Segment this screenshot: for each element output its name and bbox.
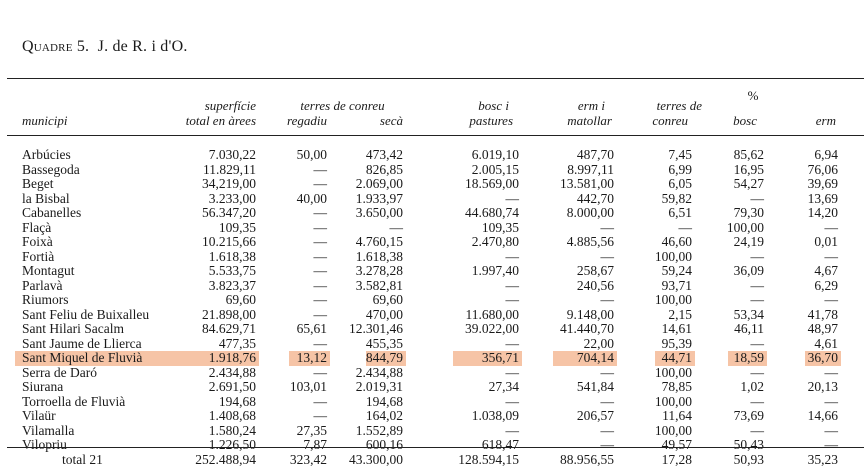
cell-pct-bosc: — — [751, 279, 765, 294]
cell-superficie: 11.829,11 — [203, 163, 256, 178]
cell-superficie: 21.898,00 — [202, 308, 256, 323]
cell-municipi: Vilamalla — [22, 424, 74, 439]
cell-regadiu: — — [314, 409, 328, 424]
cell-regadiu: — — [314, 366, 328, 381]
cell-superficie: 2.691,50 — [209, 380, 256, 395]
cell-erm-matollar: 541,84 — [577, 380, 614, 395]
cell-regadiu: — — [314, 163, 328, 178]
cell-pct-erm: 76,06 — [808, 163, 838, 178]
cell-seca: 826,85 — [366, 163, 403, 178]
cell-pct-bosc: 50,43 — [734, 438, 764, 453]
cell-seca: — — [390, 221, 404, 236]
cell-erm-matollar: 4.885,56 — [567, 235, 614, 250]
cell-municipi: Bassegoda — [22, 163, 80, 178]
cell-pct-erm: — — [825, 293, 839, 308]
cell-pct-terres: 44,71 — [662, 351, 692, 366]
cell-superficie: 5.533,75 — [209, 264, 256, 279]
cell-municipi: Sant Miquel de Fluvià — [22, 351, 142, 366]
cell-seca: 164,02 — [366, 409, 403, 424]
cell-superficie: 477,35 — [219, 337, 256, 352]
cell-superficie: 1.226,50 — [209, 438, 256, 453]
cell-bosc-pastures: 618,47 — [482, 438, 519, 453]
table-row — [0, 192, 868, 207]
cell-pct-terres: 100,00 — [655, 424, 692, 439]
cell-municipi: Fortià — [22, 250, 54, 265]
cell-bosc-pastures: 1.997,40 — [472, 264, 519, 279]
table-author: J. de R. i d'O. — [98, 38, 188, 55]
cell-regadiu: — — [314, 206, 328, 221]
cell-superficie: 1.618,38 — [209, 250, 256, 265]
total-row — [0, 453, 868, 467]
cell-pct-erm: 6,94 — [814, 148, 838, 163]
cell-seca: 3.582,81 — [356, 279, 403, 294]
cell-bosc-pastures: 39.022,00 — [465, 322, 519, 337]
cell-bosc-pastures: 6.019,10 — [472, 148, 519, 163]
cell-seca: 3.278,28 — [356, 264, 403, 279]
cell-bosc-pastures: 1.038,09 — [472, 409, 519, 424]
cell-pct-erm: 6,29 — [814, 279, 838, 294]
header-percent: % — [738, 89, 768, 102]
cell-seca: 69,60 — [373, 293, 403, 308]
cell-seca: 194,68 — [366, 395, 403, 410]
cell-pct-bosc: 18,59 — [734, 351, 764, 366]
top-rule — [7, 78, 864, 79]
cell-bosc-pastures: — — [506, 279, 520, 294]
cell-regadiu: — — [314, 221, 328, 236]
cell-pct-terres: 100,00 — [655, 250, 692, 265]
cell-superficie: 252.488,94 — [195, 453, 256, 467]
cell-erm-matollar: — — [601, 293, 615, 308]
cell-pct-erm: 13,69 — [808, 192, 838, 207]
cell-municipi: Montagut — [22, 264, 75, 279]
cell-erm-matollar: 442,70 — [577, 192, 614, 207]
cell-seca: 2.069,00 — [356, 177, 403, 192]
cell-seca: 12.301,46 — [349, 322, 403, 337]
cell-pct-erm: — — [825, 366, 839, 381]
cell-municipi: Arbúcies — [22, 148, 71, 163]
cell-pct-bosc: 50,93 — [734, 453, 764, 467]
cell-municipi: Siurana — [22, 380, 63, 395]
cell-seca: 3.650,00 — [356, 206, 403, 221]
cell-superficie: 84.629,71 — [202, 322, 256, 337]
cell-pct-erm: 20,13 — [808, 380, 838, 395]
table-row — [0, 438, 868, 453]
cell-pct-bosc: — — [751, 192, 765, 207]
cell-erm-matollar: 487,70 — [577, 148, 614, 163]
cell-regadiu: 40,00 — [297, 192, 327, 207]
cell-pct-terres: 46,60 — [662, 235, 692, 250]
header-tc-2: conreu — [630, 114, 688, 127]
cell-pct-terres: 93,71 — [662, 279, 692, 294]
cell-municipi: Serra de Daró — [22, 366, 97, 381]
cell-erm-matollar: — — [601, 366, 615, 381]
cell-superficie: 2.434,88 — [209, 366, 256, 381]
cell-seca: 470,00 — [366, 308, 403, 323]
cell-erm-matollar: 9.148,00 — [567, 308, 614, 323]
cell-erm-matollar: 22,00 — [584, 337, 614, 352]
header-erm: erm — [790, 114, 836, 127]
cell-pct-bosc: 53,34 — [734, 308, 764, 323]
cell-superficie: 34,219,00 — [202, 177, 256, 192]
table-row — [0, 409, 868, 424]
table-row — [0, 424, 868, 439]
cell-regadiu: 13,12 — [297, 351, 327, 366]
table-row — [0, 293, 868, 308]
bottom-rule — [7, 447, 864, 448]
header-superficie-2: total en àrees — [140, 114, 256, 127]
cell-pct-erm: — — [825, 438, 839, 453]
cell-pct-terres: 11,64 — [662, 409, 692, 424]
cell-regadiu: 103,01 — [290, 380, 327, 395]
cell-pct-bosc: — — [751, 366, 765, 381]
cell-regadiu: — — [314, 177, 328, 192]
cell-pct-erm: 14,66 — [808, 409, 838, 424]
cell-seca: 43.300,00 — [349, 453, 403, 467]
cell-regadiu: 323,42 — [290, 453, 327, 467]
cell-pct-terres: 49,57 — [662, 438, 692, 453]
cell-pct-bosc: — — [751, 337, 765, 352]
cell-municipi: Vilaür — [22, 409, 56, 424]
cell-seca: 1.552,89 — [356, 424, 403, 439]
cell-bosc-pastures: — — [506, 250, 520, 265]
cell-pct-erm: 4,67 — [814, 264, 838, 279]
cell-bosc-pastures: 18.569,00 — [465, 177, 519, 192]
cell-erm-matollar: 8.000,00 — [567, 206, 614, 221]
cell-regadiu: — — [314, 337, 328, 352]
cell-regadiu: 27,35 — [297, 424, 327, 439]
cell-regadiu: — — [314, 293, 328, 308]
cell-regadiu: — — [314, 250, 328, 265]
table-row — [0, 322, 868, 337]
header-rule — [7, 135, 864, 136]
cell-bosc-pastures: 2.470,80 — [472, 235, 519, 250]
cell-erm-matollar: — — [601, 424, 615, 439]
cell-pct-terres: 17,28 — [662, 453, 692, 467]
cell-pct-erm: — — [825, 221, 839, 236]
cell-pct-erm: 35,23 — [808, 453, 838, 467]
header-regadiu: regadiu — [270, 114, 327, 127]
header-bosc: bosc — [700, 114, 757, 127]
table-row — [0, 264, 868, 279]
cell-seca: 844,79 — [366, 351, 403, 366]
cell-erm-matollar: — — [601, 221, 615, 236]
cell-pct-bosc: 79,30 — [734, 206, 764, 221]
cell-municipi: Sant Jaume de Llierca — [22, 337, 142, 352]
cell-seca: 600,16 — [366, 438, 403, 453]
cell-erm-matollar: 88.956,55 — [560, 453, 614, 467]
cell-municipi: Foixà — [22, 235, 53, 250]
cell-seca: 2.019,31 — [356, 380, 403, 395]
cell-superficie: 3.233,00 — [209, 192, 256, 207]
header-municipi: municipi — [22, 114, 68, 127]
cell-bosc-pastures: 27,34 — [489, 380, 519, 395]
cell-superficie: 1.580,24 — [209, 424, 256, 439]
cell-pct-erm: 48,97 — [808, 322, 838, 337]
table-row — [0, 351, 868, 366]
cell-municipi: Cabanelles — [22, 206, 81, 221]
cell-municipi: Torroella de Fluvià — [22, 395, 125, 410]
cell-pct-bosc: 1,02 — [740, 380, 764, 395]
cell-pct-bosc: 85,62 — [734, 148, 764, 163]
table-row — [0, 177, 868, 192]
cell-pct-erm: 4,61 — [814, 337, 838, 352]
header-erm-1: erm i — [520, 99, 605, 112]
cell-superficie: 109,35 — [219, 221, 256, 236]
cell-superficie: 69,60 — [226, 293, 256, 308]
cell-seca: 2.434,88 — [356, 366, 403, 381]
cell-pct-erm: 36,70 — [808, 351, 838, 366]
table-row — [0, 395, 868, 410]
cell-bosc-pastures: — — [506, 293, 520, 308]
table-row — [0, 221, 868, 236]
cell-pct-bosc: — — [751, 395, 765, 410]
cell-erm-matollar: — — [601, 395, 615, 410]
cell-erm-matollar: 13.581,00 — [560, 177, 614, 192]
cell-pct-bosc: 46,11 — [734, 322, 764, 337]
cell-erm-matollar: 41.440,70 — [560, 322, 614, 337]
header-erm-2: matollar — [520, 114, 612, 127]
table-row — [0, 206, 868, 221]
cell-regadiu: — — [314, 264, 328, 279]
cell-erm-matollar: — — [601, 250, 615, 265]
table-row — [0, 148, 868, 163]
header-superficie-1: superfície — [150, 99, 256, 112]
cell-pct-erm: — — [825, 250, 839, 265]
cell-bosc-pastures: — — [506, 366, 520, 381]
cell-pct-terres: 59,24 — [662, 264, 692, 279]
cell-bosc-pastures: — — [506, 424, 520, 439]
cell-bosc-pastures: 128.594,15 — [458, 453, 519, 467]
table-row — [0, 366, 868, 381]
cell-pct-terres: 95,39 — [662, 337, 692, 352]
cell-regadiu: 7,87 — [303, 438, 327, 453]
cell-pct-terres: 6,51 — [668, 206, 692, 221]
table-row — [0, 235, 868, 250]
table-row — [0, 250, 868, 265]
cell-bosc-pastures: 109,35 — [482, 221, 519, 236]
cell-pct-erm: — — [825, 395, 839, 410]
cell-municipi: Riumors — [22, 293, 69, 308]
header-bosc-1: bosc i — [420, 99, 509, 112]
cell-seca: 455,35 — [366, 337, 403, 352]
cell-seca: 473,42 — [366, 148, 403, 163]
cell-pct-terres: — — [679, 221, 693, 236]
cell-pct-bosc: 100,00 — [727, 221, 764, 236]
cell-bosc-pastures: 2.005,15 — [472, 163, 519, 178]
cell-bosc-pastures: — — [506, 395, 520, 410]
cell-erm-matollar: — — [601, 438, 615, 453]
cell-regadiu: — — [314, 279, 328, 294]
cell-pct-terres: 14,61 — [662, 322, 692, 337]
header-terres-de-conreu: terres de conreu — [280, 99, 405, 112]
cell-erm-matollar: 258,67 — [577, 264, 614, 279]
cell-pct-terres: 100,00 — [655, 395, 692, 410]
cell-municipi: Sant Hilari Sacalm — [22, 322, 124, 337]
cell-municipi: Flaçà — [22, 221, 51, 236]
cell-municipi: Beget — [22, 177, 54, 192]
cell-pct-erm: — — [825, 424, 839, 439]
cell-regadiu: 65,61 — [297, 322, 327, 337]
cell-pct-erm: 14,20 — [808, 206, 838, 221]
cell-bosc-pastures: 44.680,74 — [465, 206, 519, 221]
cell-pct-bosc: — — [751, 424, 765, 439]
cell-pct-terres: 2,15 — [668, 308, 692, 323]
cell-pct-terres: 6,99 — [668, 163, 692, 178]
table-number: Quadre 5. — [22, 38, 89, 55]
cell-erm-matollar: 8.997,11 — [567, 163, 614, 178]
cell-seca: 1.618,38 — [356, 250, 403, 265]
cell-superficie: 1.408,68 — [209, 409, 256, 424]
cell-erm-matollar: 206,57 — [577, 409, 614, 424]
cell-superficie: 1.918,76 — [209, 351, 256, 366]
cell-regadiu: — — [314, 308, 328, 323]
header-seca: secà — [360, 114, 403, 127]
cell-bosc-pastures: 11.680,00 — [466, 308, 520, 323]
cell-pct-terres: 59,82 — [662, 192, 692, 207]
cell-municipi: Parlavà — [22, 279, 62, 294]
cell-superficie: 194,68 — [219, 395, 256, 410]
cell-municipi: la Bisbal — [22, 192, 70, 207]
cell-pct-erm: 39,69 — [808, 177, 838, 192]
cell-seca: 1.933,97 — [356, 192, 403, 207]
cell-pct-bosc: 16,95 — [734, 163, 764, 178]
header-tc-1: terres de — [630, 99, 702, 112]
cell-bosc-pastures: — — [506, 192, 520, 207]
cell-regadiu: — — [314, 395, 328, 410]
cell-superficie: 7.030,22 — [209, 148, 256, 163]
table-body — [0, 148, 868, 467]
cell-pct-terres: 7,45 — [668, 148, 692, 163]
cell-pct-erm: 0,01 — [814, 235, 838, 250]
cell-seca: 4.760,15 — [356, 235, 403, 250]
cell-pct-bosc: 54,27 — [734, 177, 764, 192]
cell-pct-bosc: 73,69 — [734, 409, 764, 424]
cell-regadiu: — — [314, 235, 328, 250]
table-row — [0, 163, 868, 178]
cell-municipi: Sant Feliu de Buixalleu — [22, 308, 149, 323]
cell-bosc-pastures: 356,71 — [482, 351, 519, 366]
cell-superficie: 10.215,66 — [202, 235, 256, 250]
cell-pct-bosc: — — [751, 293, 765, 308]
cell-erm-matollar: 704,14 — [577, 351, 614, 366]
cell-municipi: total 21 — [62, 453, 103, 467]
cell-pct-erm: 41,78 — [808, 308, 838, 323]
cell-pct-terres: 100,00 — [655, 293, 692, 308]
cell-pct-terres: 100,00 — [655, 366, 692, 381]
table-row — [0, 279, 868, 294]
cell-superficie: 3.823,37 — [209, 279, 256, 294]
cell-regadiu: 50,00 — [297, 148, 327, 163]
header-bosc-2: pastures — [420, 114, 513, 127]
cell-erm-matollar: 240,56 — [577, 279, 614, 294]
cell-superficie: 56.347,20 — [202, 206, 256, 221]
cell-pct-terres: 78,85 — [662, 380, 692, 395]
cell-pct-bosc: 24,19 — [734, 235, 764, 250]
cell-municipi: Vilopriu — [22, 438, 67, 453]
table-title — [22, 38, 188, 56]
table-row — [0, 337, 868, 352]
table-row — [0, 380, 868, 395]
cell-pct-terres: 6,05 — [668, 177, 692, 192]
cell-pct-bosc: 36,09 — [734, 264, 764, 279]
table-row — [0, 308, 868, 323]
cell-bosc-pastures: — — [506, 337, 520, 352]
cell-pct-bosc: — — [751, 250, 765, 265]
